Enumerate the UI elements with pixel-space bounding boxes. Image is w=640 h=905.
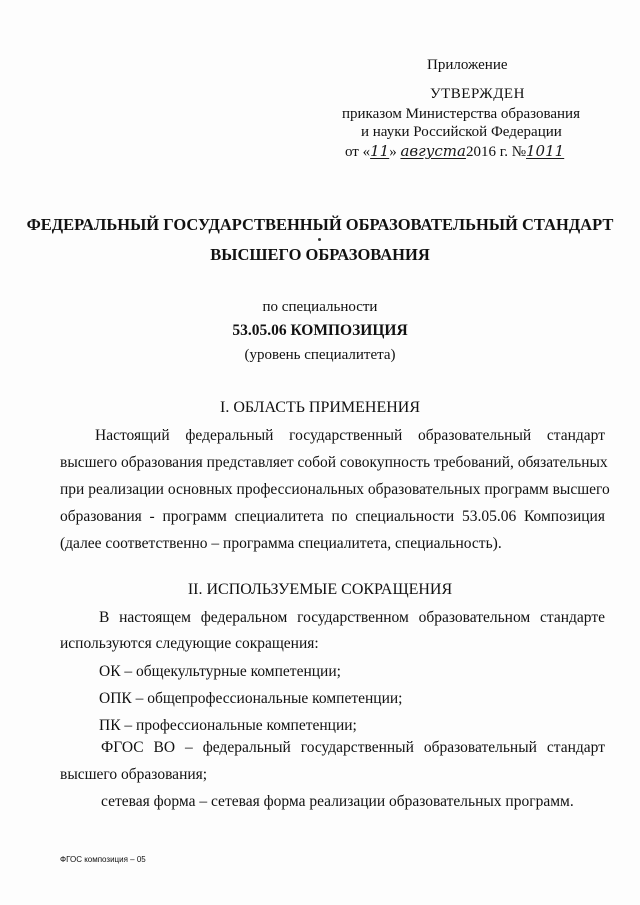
order-date-day: 11 — [370, 142, 390, 160]
section-1-line: образования - программ специалитета по специальности 53.05.06 Композиция — [60, 508, 605, 525]
document-title-line-2: ВЫСШЕГО ОБРАЗОВАНИЯ — [210, 245, 430, 264]
section-2-intro-line-2: используются следующие сокращения: — [60, 635, 319, 652]
abbreviation-fgos-line-1: ФГОС ВО – федеральный государственный образовательный стандарт — [101, 739, 605, 756]
abbreviation-pk: ПК – профессиональные компетенции; — [99, 717, 357, 734]
document-title-line-1: ФЕДЕРАЛЬНЫЙ ГОСУДАРСТВЕННЫЙ ОБРАЗОВАТЕЛЬНЫЙ СТАНДАРТ — [26, 215, 614, 234]
abbreviation-fgos-line-2: высшего образования; — [60, 766, 208, 783]
specialty-label: по специальности — [262, 299, 378, 315]
abbreviation-ok: ОК – общекультурные компетенции; — [99, 663, 341, 680]
approved-label: УТВЕРЖДЕН — [430, 86, 525, 102]
page-footer: ФГОС композиция – 05 — [60, 855, 146, 864]
section-1-heading: I. ОБЛАСТЬ ПРИМЕНЕНИЯ — [219, 399, 421, 416]
ink-dot — [318, 238, 321, 241]
order-line-2: и науки Российской Федерации — [361, 124, 562, 140]
specialty-level: (уровень специалитета) — [244, 347, 396, 363]
section-2-intro-line-1: В настоящем федеральном государственном образовательном стандарте — [99, 609, 605, 626]
order-date-month: августа — [400, 142, 466, 160]
section-2-heading: II. ИСПОЛЬЗУЕМЫЕ СОКРАЩЕНИЯ — [187, 581, 453, 598]
appendix-label: Приложение — [427, 57, 508, 73]
section-1-line: при реализации основных профессиональных образовательных программ высшего — [60, 481, 610, 498]
section-1-line: Настоящий федеральный государственный образовательный стандарт — [95, 427, 605, 444]
section-1-line: (далее соответственно – программа специалитета, специальность). — [60, 535, 502, 552]
order-date-year: 2016 г. № — [465, 144, 527, 160]
order-date-prefix: от « — [345, 144, 371, 160]
abbreviation-opk: ОПК – общепрофессиональные компетенции; — [99, 690, 403, 707]
order-date-mid: » — [389, 144, 397, 160]
order-date-line — [345, 142, 564, 161]
order-number: 1011 — [526, 142, 565, 160]
abbreviation-network: сетевая форма – сетевая форма реализации образовательных программ. — [101, 793, 574, 810]
section-1-line: высшего образования представляет собой совокупность требований, обязательных — [60, 454, 608, 471]
specialty-code: 53.05.06 КОМПОЗИЦИЯ — [232, 322, 408, 339]
order-line-1: приказом Министерства образования — [342, 106, 580, 122]
